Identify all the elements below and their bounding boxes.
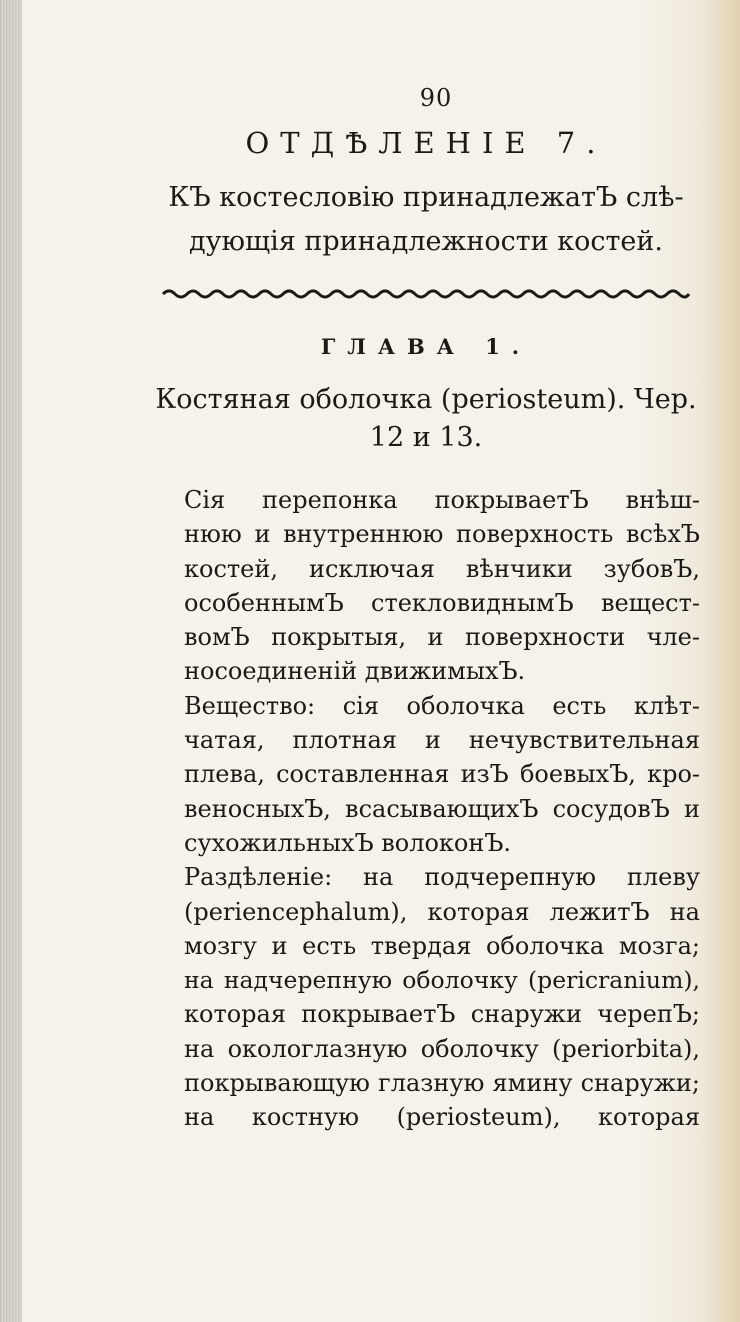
text-line: костей, исключая вѣнчики зубовЪ,: [184, 554, 700, 583]
text-line: Вещество: сія оболочка есть клѣт-: [184, 691, 700, 720]
chapter-title-line: 12 и 13.: [369, 422, 483, 453]
paragraph-division: [152, 860, 700, 1134]
book-spine: [0, 0, 22, 1322]
text-line: сухожильныхЪ волоконЪ.: [184, 828, 512, 857]
chapter-title: [152, 381, 700, 457]
text-line: нюю и внутреннюю поверхность всѣхЪ: [184, 520, 700, 549]
page-edge-shadow: [702, 0, 740, 1322]
body-text: [152, 483, 700, 1135]
text-line: покрывающую глазную ямину снаружи;: [184, 1069, 700, 1098]
paragraph-covering: [152, 483, 700, 689]
section-heading: ОТДѢЛЕНІЕ 7.: [245, 126, 607, 160]
page-content: [152, 84, 700, 1135]
ornamental-rule: [161, 286, 691, 300]
text-line: на надчерепную оболочку (pericranium),: [184, 966, 700, 995]
section-subtitle-line: КЪ костесловію принадлежатЪ слѣ-: [168, 182, 684, 213]
text-line: чатая, плотная и нечувствительная: [184, 726, 700, 755]
text-line: на окологлазную оболочку (periorbita),: [184, 1034, 700, 1063]
text-line: (periencephalum), которая лежитЪ на: [184, 897, 700, 926]
text-line: вомЪ покрытыя, и поверхности чле-: [184, 623, 700, 652]
section-subtitle: [152, 176, 700, 264]
text-line: носоединеній движимыхЪ.: [184, 657, 526, 686]
text-line: мозгу и есть твердая оболочка мозга;: [184, 931, 700, 960]
text-line: веносныхЪ, всасывающихЪ сосудовЪ и: [184, 794, 700, 823]
text-line: которая покрываетЪ снаружи черепЪ;: [184, 1000, 700, 1029]
text-line: на костную (periosteum), которая: [184, 1103, 700, 1132]
page-number: 90: [419, 84, 453, 112]
chapter-heading: ГЛАВА 1.: [320, 334, 532, 359]
chapter-title-line: Костяная оболочка (periosteum). Чер.: [155, 384, 697, 415]
text-line: Сія перепонка покрываетЪ внѣш-: [184, 486, 700, 514]
text-line: Раздѣленіе: на подчерепную плеву: [184, 863, 700, 892]
text-line: плева, составленная изЪ боевыхЪ, кро-: [184, 760, 700, 789]
paragraph-substance: [152, 689, 700, 860]
text-line: особеннымЪ стекловиднымЪ вещест-: [184, 588, 700, 617]
section-subtitle-line: дующія принадлежности костей.: [189, 226, 663, 257]
